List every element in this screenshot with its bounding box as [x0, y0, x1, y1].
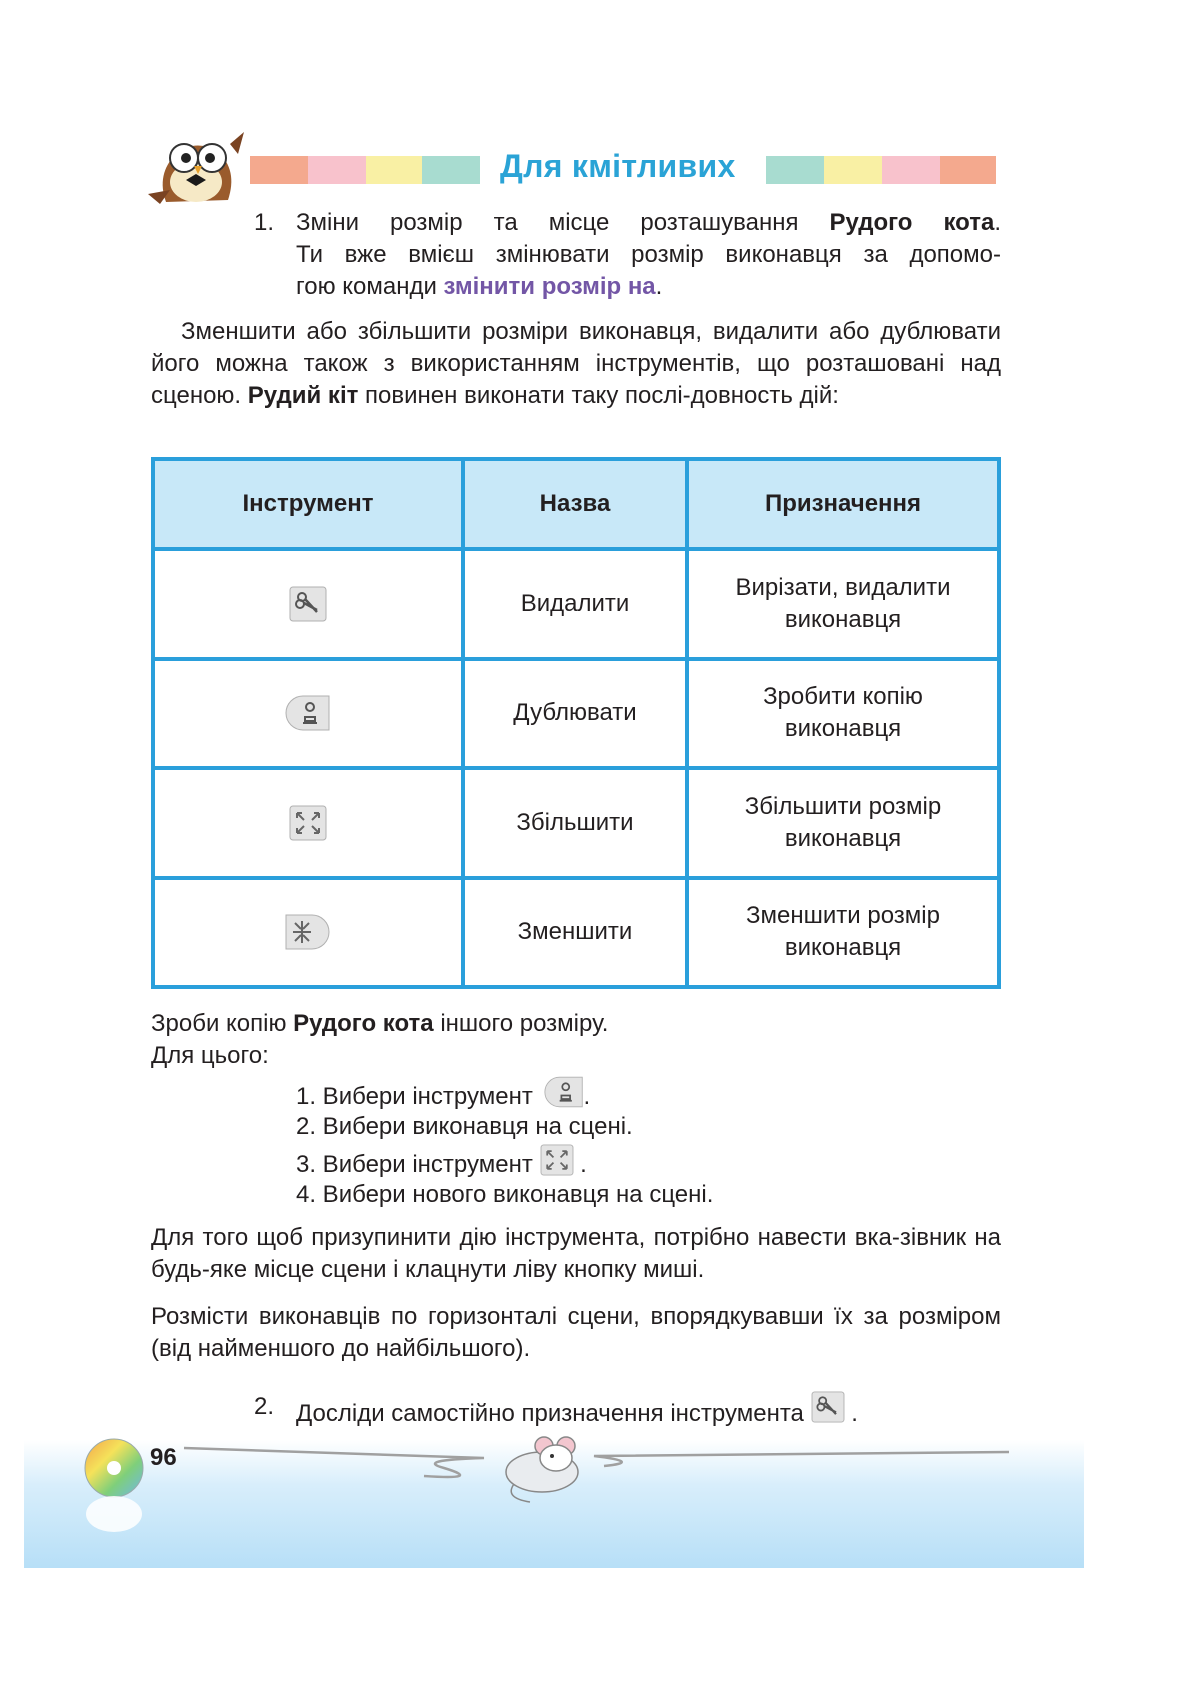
scissors-icon — [811, 1391, 845, 1423]
for-this-label: Для цього: — [151, 1042, 269, 1069]
tools-table — [151, 457, 1001, 989]
task2-number: 2. — [254, 1393, 275, 1420]
row-purpose: Збільшити розмір виконавця — [687, 768, 999, 878]
task1-text: Зміни розмір та місце розташування Рудого кота. Ти вже вмієш змінювати розмір виконавця за допомо- гою команди змінити розмір на. — [296, 209, 1002, 300]
table-row — [153, 659, 999, 769]
row-purpose: Зменшити розмір виконавця — [687, 878, 999, 988]
footer-decoration — [84, 1432, 1014, 1542]
grow-icon — [289, 805, 327, 841]
intro-paragraph: Зменшити або збільшити розміри виконавця, видалити або дублювати його можна також з використанням інструментів, що розташовані над сценою. Рудий кіт повинен виконати таку послі-довность дій: — [151, 318, 1001, 409]
header-tool: Інструмент — [153, 459, 463, 549]
list-item: 1. Вибери інструмент . — [296, 1076, 590, 1114]
header-name: Назва — [463, 459, 687, 549]
owl-illustration — [146, 124, 246, 208]
list-item: 4. Вибери нового виконавця на сцені. — [296, 1181, 714, 1208]
row-name: Зменшити — [463, 878, 687, 988]
list-item: 3. Вибери інструмент . — [296, 1144, 587, 1182]
row-purpose: Вирізати, видалити виконавця — [687, 549, 999, 659]
scissors-icon — [289, 586, 327, 622]
stamp-icon — [285, 695, 331, 731]
row-name: Видалити — [463, 549, 687, 659]
copy-task-text: Зроби копію Рудого кота іншого розміру. — [151, 1010, 609, 1037]
table-row — [153, 768, 999, 878]
grow-icon — [540, 1144, 574, 1176]
task2-text: Досліди самостійно призначення інструмента . — [296, 1391, 858, 1430]
command-highlight: змінити розмір на — [443, 273, 656, 300]
pause-paragraph: Для того щоб призупинити дію інструмента, потрібно навести вка-зівник на будь-яке місце сцени і клацнути ліву кнопку миші. — [151, 1224, 1001, 1283]
table-header-row — [153, 459, 999, 549]
arrange-paragraph: Розмісти виконавців по горизонталі сцени, впорядкувавши їх за розміром (від найменшого до найбільшого). — [151, 1303, 1001, 1362]
list-item: 2. Вибери виконавця на сцені. — [296, 1113, 633, 1140]
row-purpose: Зробити копію виконавця — [687, 659, 999, 769]
section-title: Для кмітливих — [500, 148, 736, 184]
row-name: Дублювати — [463, 659, 687, 769]
task1-number: 1. — [254, 209, 275, 236]
shrink-icon — [285, 914, 331, 950]
row-name: Збільшити — [463, 768, 687, 878]
page-number: 96 — [150, 1444, 177, 1471]
header-purpose: Призначення — [687, 459, 999, 549]
stamp-icon — [544, 1076, 584, 1108]
table-row — [153, 549, 999, 659]
table-row — [153, 878, 999, 988]
